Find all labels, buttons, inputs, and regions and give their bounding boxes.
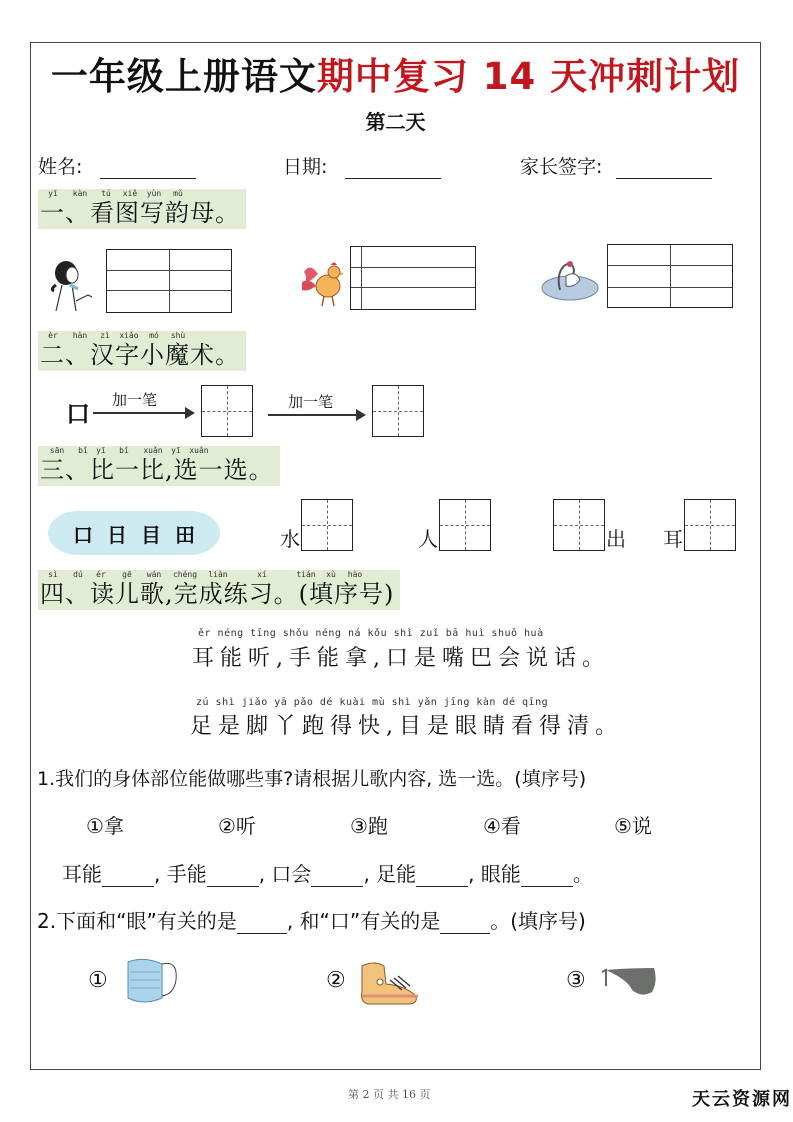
q1-option: ②听 [218, 814, 256, 838]
blank-label: , 足能 [363, 862, 417, 886]
pinyin: hàn [72, 331, 88, 340]
pinyin: tián [296, 570, 316, 579]
item-char-3: 出 [606, 527, 626, 551]
arrow-1-icon [93, 412, 193, 414]
choice-char: 日 [107, 522, 127, 547]
answer-grid-2[interactable] [350, 246, 476, 310]
arrow-label-2: 加一笔 [288, 393, 334, 411]
item-box-4[interactable] [684, 499, 736, 551]
parent-signature-blank[interactable] [616, 160, 712, 179]
section3-heading [38, 446, 280, 486]
pinyin: shù [170, 331, 186, 340]
item-box-2[interactable] [439, 499, 491, 551]
q2-text: 2.下面和“眼”有关的是 [37, 909, 237, 933]
pinyin: ér [96, 570, 106, 579]
section2-pinyin [40, 331, 240, 341]
pinyin: yī [96, 446, 106, 455]
arrow-2-icon [268, 414, 364, 416]
poem-line-2-pinyin: zú shì jiǎo yā pǎo dé kuài mù shì yǎn jīng kàn dé qīng [196, 697, 549, 708]
pinyin: wán [146, 570, 162, 579]
pinyin: yùn [146, 189, 162, 198]
date-blank[interactable] [345, 160, 441, 179]
item-char-4: 耳 [663, 527, 683, 551]
name-blank[interactable] [100, 160, 196, 179]
name-label: 姓名: [38, 156, 83, 178]
shoes-picture-icon [358, 956, 436, 1008]
pinyin: gē [122, 570, 132, 579]
item-char-2: 人 [418, 527, 438, 551]
pinyin: yī [171, 446, 181, 455]
pinyin: zì [100, 331, 110, 340]
item-char-1: 水 [280, 527, 300, 551]
pinyin: dú [73, 570, 83, 579]
answer-blank[interactable] [237, 915, 287, 934]
pinyin: xí [257, 570, 267, 579]
poem-line-1-pinyin: ěr néng tīng shǒu néng ná kǒu shì zuǐ bā huì shuō huà [198, 628, 544, 639]
q2-text: , 和“口”有关的是 [286, 909, 441, 933]
day-subtitle: 第二天 [365, 110, 426, 134]
sunglasses-picture-icon [600, 964, 658, 1000]
parent-signature-field[interactable] [520, 152, 712, 179]
q1-option: ⑤说 [614, 814, 652, 838]
pinyin: xù [326, 570, 336, 579]
section4-pinyin [40, 570, 394, 580]
pinyin: kàn [72, 189, 88, 198]
pinyin: mǔ [173, 189, 183, 198]
q1-blanks-row [62, 858, 593, 887]
title-red: 期中复习 14 天冲刺计划 [316, 55, 741, 98]
page-number: 第 2 页 共 16 页 [348, 1088, 431, 1101]
q2-option-number: ③ [566, 968, 586, 993]
pinyin: yī [48, 189, 58, 198]
q1-option: ①拿 [86, 814, 124, 838]
choice-char: 田 [175, 522, 195, 547]
q2-text: 。(填序号) [490, 909, 586, 933]
section2-heading [38, 331, 246, 371]
pinyin: liàn [208, 570, 228, 579]
pinyin: xiě [122, 189, 138, 198]
pinyin: sān [49, 446, 65, 455]
name-field[interactable] [38, 152, 196, 179]
answer-grid-1[interactable] [106, 249, 232, 313]
section4-heading [38, 570, 400, 610]
blank-label: , 口会 [258, 862, 312, 886]
page-title [30, 46, 761, 100]
blank-label: , 手能 [154, 862, 207, 886]
writing-box-1[interactable] [201, 385, 253, 437]
pinyin: bǐ [78, 446, 88, 455]
date-label: 日期: [283, 156, 328, 178]
rooster-picture-icon [298, 258, 346, 308]
answer-blank[interactable] [521, 868, 573, 887]
answer-blank[interactable] [440, 915, 490, 934]
pinyin: èr [48, 331, 58, 340]
pinyin: mó [149, 331, 159, 340]
swan-picture-icon [540, 256, 604, 306]
pinyin: sì [48, 570, 58, 579]
start-character: 口 [66, 399, 90, 428]
section4-title: 四、读儿歌,完成练习。(填序号) [40, 580, 395, 608]
pinyin: bǐ [119, 446, 129, 455]
answer-grid-3[interactable] [607, 244, 733, 308]
pinyin: xuǎn [143, 446, 163, 455]
blank-label: , 眼能 [468, 862, 521, 886]
q2-option-number: ② [326, 968, 346, 993]
section2-title: 二、汉字小魔术。 [40, 341, 240, 369]
answer-blank[interactable] [207, 868, 259, 887]
answer-blank[interactable] [102, 868, 154, 887]
section3-pinyin [40, 446, 274, 456]
answer-blank[interactable] [416, 868, 468, 887]
section1-pinyin [40, 189, 240, 199]
q1-option: ③跑 [350, 814, 388, 838]
choice-char: 目 [141, 522, 161, 547]
title-black: 一年级上册语文 [50, 55, 317, 98]
section1-title: 一、看图写韵母。 [40, 199, 240, 227]
section3-title: 三、比一比,选一选。 [40, 456, 274, 484]
poem-line-1: 耳能听,手能拿,口是嘴巴会说话。 [192, 646, 610, 671]
answer-blank[interactable] [311, 868, 363, 887]
item-box-1[interactable] [301, 499, 353, 551]
choice-char: 口 [73, 522, 93, 547]
date-field[interactable] [283, 152, 441, 179]
mask-picture-icon [122, 956, 188, 1008]
writing-box-2[interactable] [372, 385, 424, 437]
blank-label: 。 [572, 862, 593, 886]
choice-cloud [48, 511, 220, 555]
question-2 [37, 905, 586, 934]
pinyin: hào [347, 570, 363, 579]
blank-label: 耳能 [62, 862, 102, 886]
section1-heading [38, 189, 246, 229]
question-1: 1.我们的身体部位能做哪些事?请根据儿歌内容, 选一选。(填序号) [37, 768, 587, 790]
arrow-label-1: 加一笔 [112, 391, 158, 409]
brand-watermark: 天云资源网 [692, 1089, 792, 1110]
q1-option: ④看 [483, 814, 521, 838]
pinyin: xuǎn [189, 446, 209, 455]
item-box-3[interactable] [553, 499, 605, 551]
girl-picture-icon [44, 255, 100, 313]
q2-option-number: ① [88, 968, 108, 993]
poem-line-2: 足是脚丫跑得快,目是眼睛看得清。 [190, 714, 623, 739]
pinyin: chéng [172, 570, 198, 579]
pinyin: tú [101, 189, 111, 198]
parent-signature-label: 家长签字: [520, 156, 603, 178]
pinyin: xiǎo [119, 331, 139, 340]
